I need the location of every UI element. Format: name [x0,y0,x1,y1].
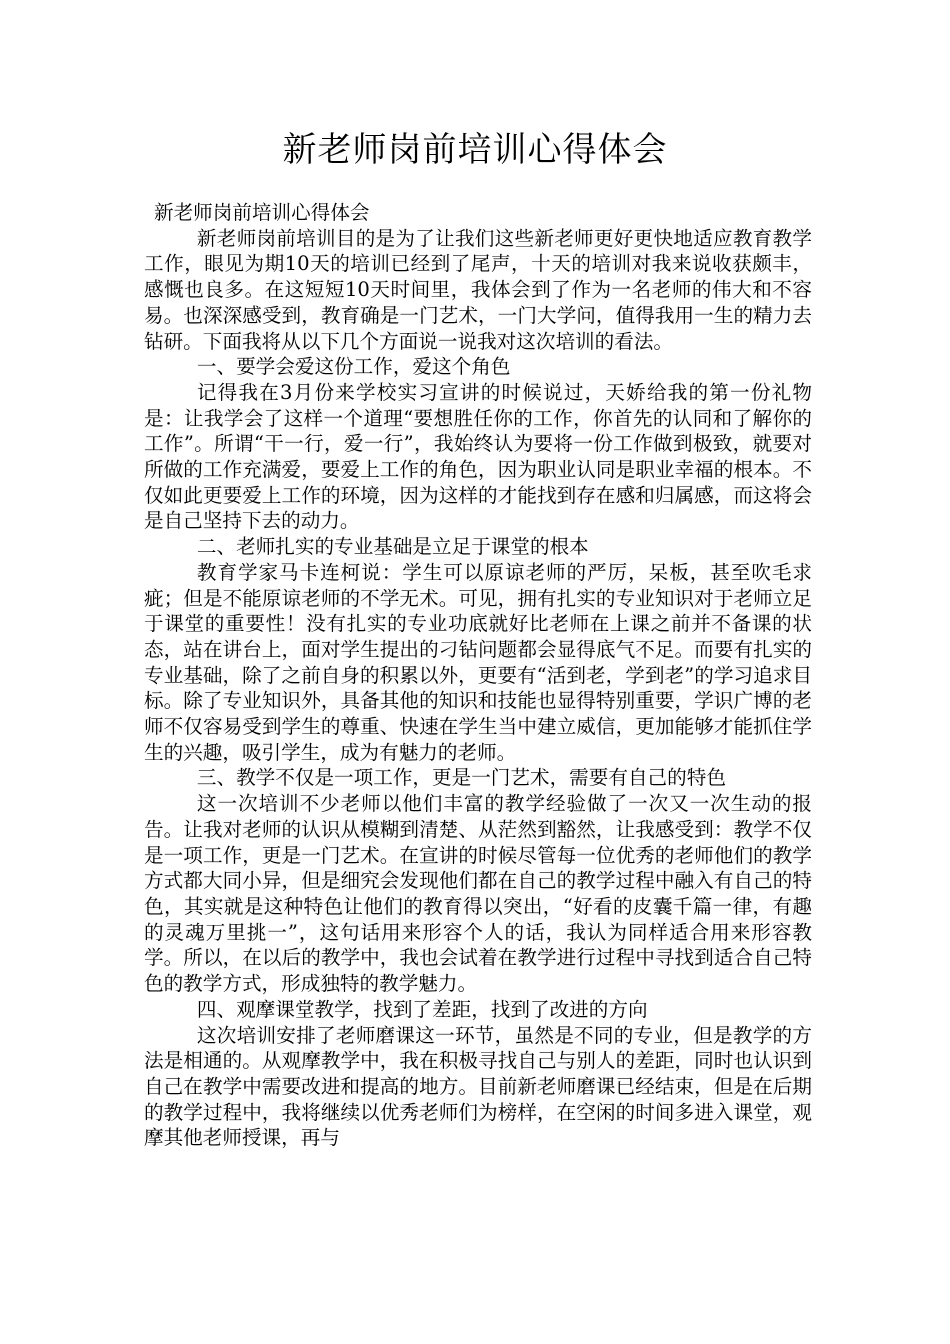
document-subtitle: 新老师岗前培训心得体会 [154,201,370,224]
paragraph-intro: 新老师岗前培训目的是为了让我们这些新老师更好更快地适应教育教学工作，眼见为期10天的培训已经到了尾声，十天的培训对我来说收获颇丰，感慨也良多。在这短短10天时间里，我体会到了作为一名老师的伟大和不容易。也深深感受到，教育确是一门艺术，一门大学问，值得我用一生的精力去钻研。下面我将从以下几个方面说一说我对这次培训的看法。 [144,226,812,353]
section-heading-1: 一、要学会爱这份工作，爱这个角色 [196,355,511,379]
section-heading-3: 三、教学不仅是一项工作，更是一门艺术，需要有自己的特色 [196,766,726,790]
paragraph-section-4: 这次培训安排了老师磨课这一环节，虽然是不同的专业，但是教学的方法是相通的。从观摩教学中，我在积极寻找自己与别人的差距，同时也认识到自己在教学中需要改进和提高的地方。目前新老师磨课已经结束，但是在后期的教学过程中，我将继续以优秀老师们为榜样，在空闲的时间多进入课堂，观摩其他老师授课，再与 [144,1023,812,1150]
document-title: 新老师岗前培训心得体会 [282,130,668,170]
paragraph-section-1: 记得我在3月份来学校实习宣讲的时候说过，天娇给我的第一份礼物是：让我学会了这样一个道理“要想胜任你的工作，你首先的认同和了解你的工作”。所谓“干一行，爱一行”，我始终认为要将一份工作做到极致，就要对所做的工作充满爱，要爱上工作的角色，因为职业认同是职业幸福的根本。不仅如此更要爱上工作的环境，因为这样的才能找到存在感和归属感，而这将会是自己坚持下去的动力。 [144,380,812,533]
paragraph-section-2: 教育学家马卡连柯说：学生可以原谅老师的严厉，呆板，甚至吹毛求疵；但是不能原谅老师的不学无术。可见，拥有扎实的专业知识对于老师立足于课堂的重要性！没有扎实的专业功底就好比老师在上课之前并不备课的状态，站在讲台上，面对学生提出的刁钻问题都会显得底气不足。而要有扎实的专业基础，除了之前自身的积累以外，更要有“活到老，学到老”的学习追求目标。除了专业知识外，具备其他的知识和技能也显得特别重要，学识广博的老师不仅容易受到学生的尊重、快速在学生当中建立威信，更加能够才能抓住学生的兴趣，吸引学生，成为有魅力的老师。 [144,560,812,764]
document-body [144,200,812,1151]
section-heading-4: 四、观摩课堂教学，找到了差距，找到了改进的方向 [196,997,648,1021]
section-heading-2: 二、老师扎实的专业基础是立足于课堂的根本 [196,535,589,559]
paragraph-section-3: 这一次培训不少老师以他们丰富的教学经验做了一次又一次生动的报告。让我对老师的认识从模糊到清楚、从茫然到豁然，让我感受到：教学不仅是一项工作，更是一门艺术。在宣讲的时候尽管每一位优秀的老师他们的教学方式都大同小异，但是细究会发现他们都在自己的教学过程中融入有自己的特色，其实就是这种特色让他们的教育得以突出，“好看的皮囊千篇一律，有趣的灵魂万里挑一”，这句话用来形容个人的话，我认为同样适合用来形容教学。所以，在以后的教学中，我也会试着在教学进行过程中寻找到适合自己特色的教学方式，形成独特的教学魅力。 [144,792,812,996]
